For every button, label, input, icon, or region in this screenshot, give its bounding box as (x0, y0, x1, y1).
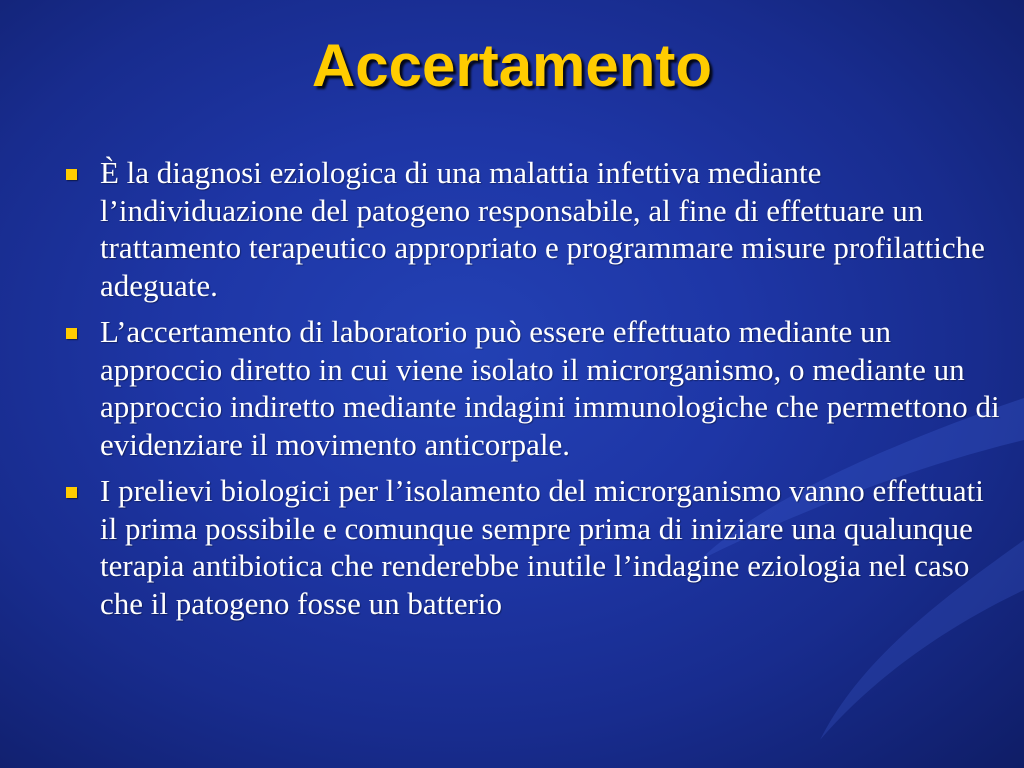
bullet-text: È la diagnosi eziologica di una malattia infettiva mediante l’individuazione del patogeno responsabile, al fine di effettuare un trattamento terapeutico appropriato e programmare misure profilattiche adeguate. (100, 155, 985, 303)
bullet-text: L’accertamento di laboratorio può essere effettuato mediante un approccio diretto in cui viene isolato il microrganismo, o mediante un approccio indiretto mediante indagini immunologiche che permettono di evidenziare il movimento anticorpale. (100, 314, 1000, 462)
bullet-item (62, 154, 1002, 304)
bullet-text: I prelievi biologici per l’isolamento del microrganismo vanno effettuati il prima possibile e comunque sempre prima di iniziare una qualunque terapia antibiotica che renderebbe inutile l’indagine eziologia nel caso che il patogeno fosse un batterio (100, 473, 984, 621)
bullet-item (62, 472, 1002, 622)
square-bullet-icon (66, 487, 77, 498)
square-bullet-icon (66, 169, 77, 180)
bullet-list (62, 154, 1002, 631)
bullet-item (62, 313, 1002, 463)
square-bullet-icon (66, 328, 77, 339)
slide-title: Accertamento (311, 32, 713, 99)
